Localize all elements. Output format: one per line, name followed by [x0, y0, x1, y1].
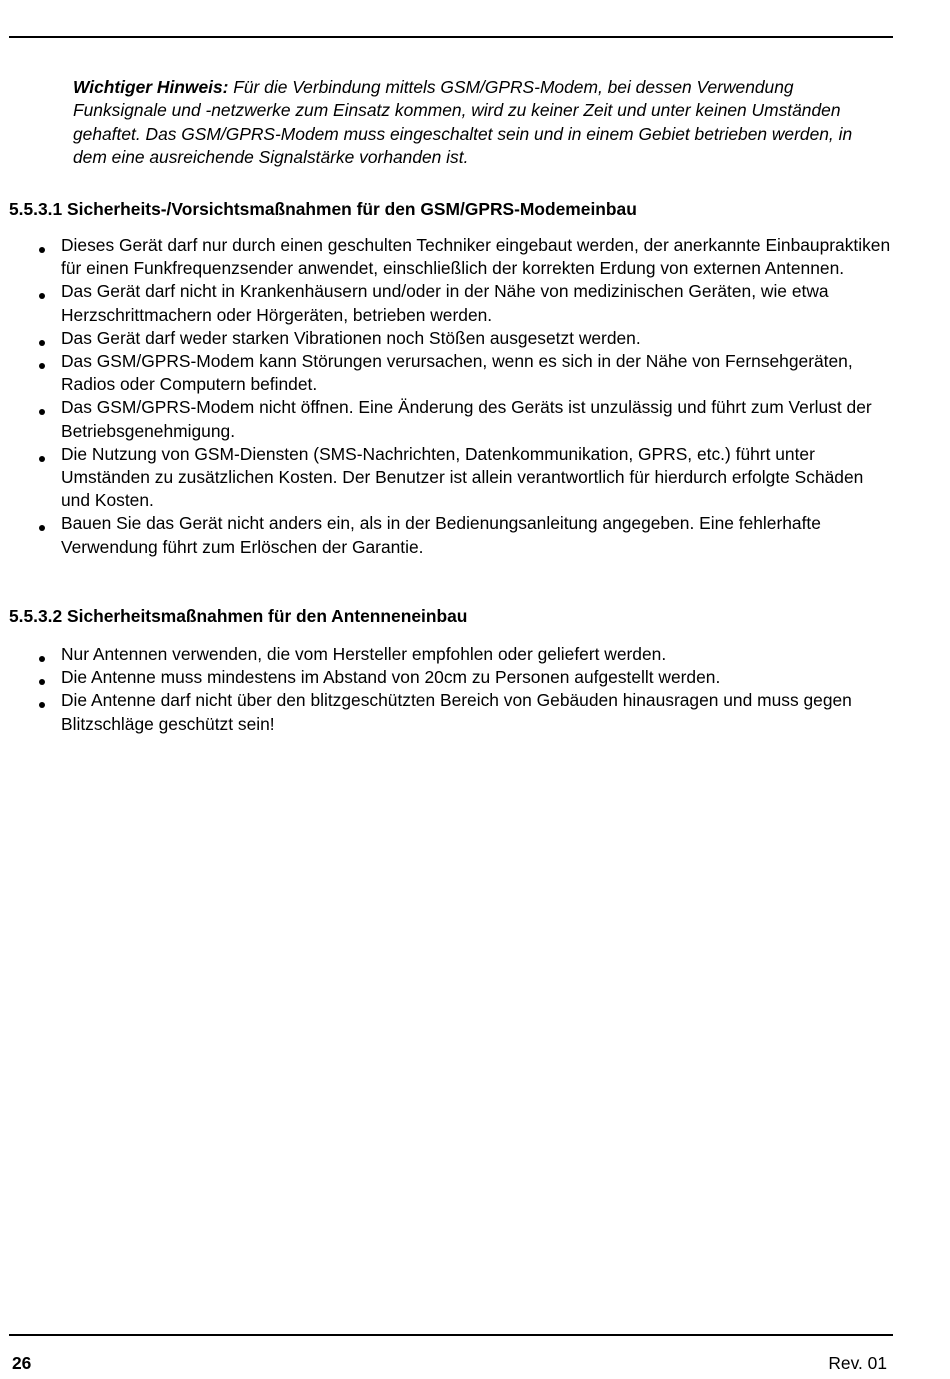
bullet-icon — [39, 340, 45, 346]
list-item: Bauen Sie das Gerät nicht anders ein, als in der Bedienungsanleitung angegeben. Eine fehlerhafte Verwendung führt zum Erlöschen der Garantie. — [0, 512, 891, 558]
modem-safety-list — [0, 234, 900, 559]
bullet-icon — [39, 702, 45, 708]
bullet-icon — [39, 679, 45, 685]
list-item: Das Gerät darf weder starken Vibrationen noch Stößen ausgesetzt werden. — [0, 327, 891, 350]
list-item: Das GSM/GPRS-Modem nicht öffnen. Eine Änderung des Geräts ist unzulässig und führt zum Verlust der Betriebsgenehmigung. — [0, 396, 891, 442]
footer-rule — [9, 1334, 893, 1336]
list-item: Die Antenne muss mindestens im Abstand von 20cm zu Personen aufgestellt werden. — [0, 666, 891, 689]
note-text: Für die Verbindung mittels GSM/GPRS-Modem, bei dessen Verwendung Funksignale und -netzwerke zum Einsatz kommen, wird zu keiner Zeit und unter keinen Umständen gehaftet. Das GSM/GPRS-Modem muss eingeschaltet sein und in einem Gebiet betrieben werden, in dem eine ausreichende Signalstärke vorhanden ist. — [73, 77, 853, 167]
bullet-icon — [39, 247, 45, 253]
bullet-icon — [39, 456, 45, 462]
bullet-icon — [39, 525, 45, 531]
bullet-icon — [39, 409, 45, 415]
list-item: Die Nutzung von GSM-Diensten (SMS-Nachrichten, Datenkommunikation, GPRS, etc.) führt unter Umständen zu zusätzlichen Kosten. Der Benutzer ist allein verantwortlich für hierdurch erfolgte Schäden und Kosten. — [0, 443, 891, 513]
list-item: Dieses Gerät darf nur durch einen geschulten Techniker eingebaut werden, der anerkannte Einbaupraktiken für einen Funkfrequenzsender anwendet, einschließlich der korrekten Erdung von externen Antennen. — [0, 234, 891, 280]
list-item: Die Antenne darf nicht über den blitzgeschützten Bereich von Gebäuden hinausragen und muss gegen Blitzschläge geschützt sein! — [0, 689, 891, 735]
bullet-icon — [39, 293, 45, 299]
section-heading-modem: 5.5.3.1 Sicherheits-/Vorsichtsmaßnahmen für den GSM/GPRS-Modemeinbau — [9, 199, 637, 219]
list-item: Das GSM/GPRS-Modem kann Störungen verursachen, wenn es sich in der Nähe von Fernsehgeräten, Radios oder Computern befindet. — [0, 350, 891, 396]
bullet-icon — [39, 656, 45, 662]
list-item: Nur Antennen verwenden, die vom Hersteller empfohlen oder geliefert werden. — [0, 643, 891, 666]
important-note — [73, 76, 888, 169]
bullet-icon — [39, 363, 45, 369]
header-rule — [9, 36, 893, 38]
note-label: Wichtiger Hinweis: — [73, 77, 229, 97]
section-heading-antenna: 5.5.3.2 Sicherheitsmaßnahmen für den Antenneneinbau — [9, 606, 468, 626]
antenna-safety-list — [0, 643, 900, 736]
page-number: 26 — [12, 1353, 32, 1373]
list-item: Das Gerät darf nicht in Krankenhäusern und/oder in der Nähe von medizinischen Geräten, wie etwa Herzschrittmachern oder Hörgeräten, betrieben werden. — [0, 280, 891, 326]
revision-label: Rev. 01 — [828, 1353, 887, 1373]
